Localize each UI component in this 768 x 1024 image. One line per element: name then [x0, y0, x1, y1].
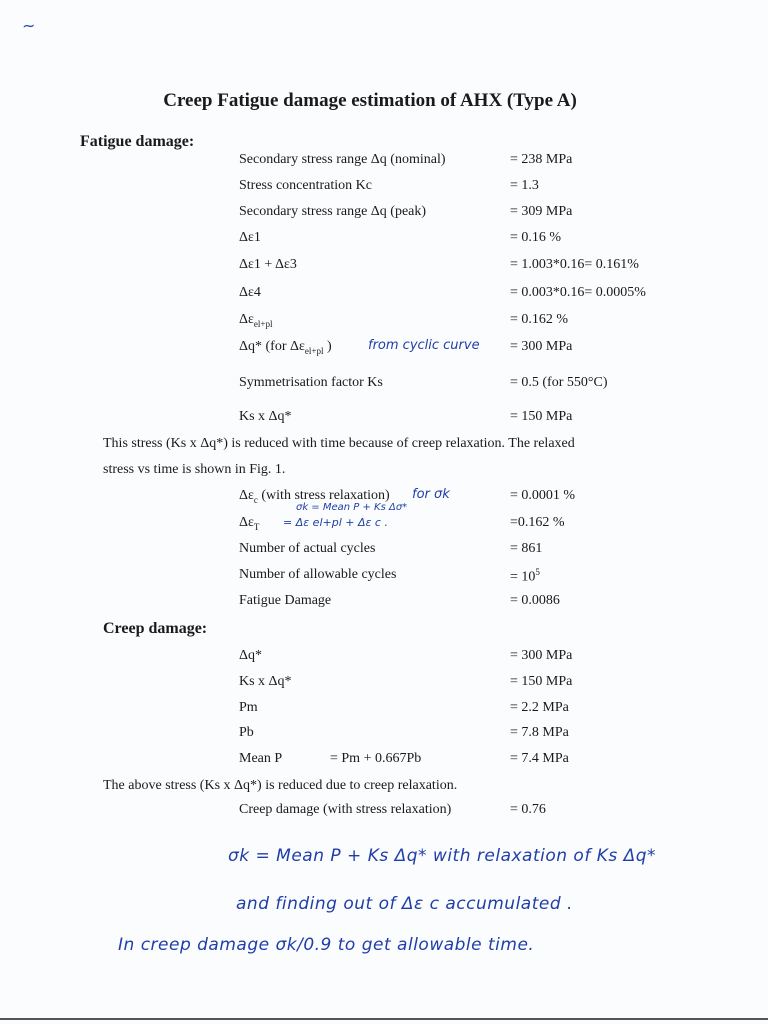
row-value-allowable-cycles-main: = 10 — [510, 569, 536, 585]
creep-row-value-dq-star: = 300 MPa — [510, 648, 573, 663]
row-value-de1: = 0.16 % — [510, 230, 562, 245]
row-label-de1: Δε1 — [239, 230, 261, 245]
row-value-kc: = 1.3 — [510, 178, 539, 193]
row-label-det-main: Δε — [239, 515, 254, 530]
row-label-dq-star-sub: el+pl — [304, 345, 324, 356]
row-label-de-elpl-sub: el+pl — [253, 318, 273, 329]
row-value-allowable-cycles-sup: 5 — [535, 567, 540, 577]
creep-paragraph: The above stress (Ks x Δq*) is reduced due to creep relaxation. — [103, 778, 458, 793]
handwritten-note-for-sigma: for σk — [412, 487, 450, 502]
row-label-dec-end: (with stress relaxation) — [257, 488, 390, 503]
row-label-de4: Δε4 — [239, 285, 261, 300]
row-value-dq-star: = 300 MPa — [510, 339, 573, 354]
row-label-fatigue-damage: Fatigue Damage — [239, 593, 332, 608]
creep-row-value-pm: = 2.2 MPa — [510, 700, 569, 715]
row-label-dq-star — [239, 339, 332, 356]
row-label-stress-peak: Secondary stress range Δq (peak) — [239, 204, 427, 219]
row-value-ks: = 0.5 (for 550°C) — [510, 375, 608, 390]
row-label-det — [239, 515, 259, 532]
handwritten-note-cyclic-curve: from cyclic curve — [368, 338, 480, 353]
row-value-stress-peak: = 309 MPa — [510, 204, 573, 219]
corner-handwritten-mark: ~ — [21, 15, 37, 36]
row-value-fatigue-damage: = 0.0086 — [510, 593, 560, 608]
row-label-dec-main: Δε — [239, 488, 254, 503]
creep-row-value-pb: = 7.8 MPa — [510, 725, 569, 740]
creep-row-label-mean-p: Mean P — [239, 751, 283, 766]
page-title: Creep Fatigue damage estimation of AHX (Type A) — [163, 90, 577, 111]
handwritten-line-1: σk = Mean P + Ks Δq* with relaxation of Ks Δq* — [228, 846, 657, 866]
row-value-allowable-cycles — [510, 567, 540, 586]
fatigue-heading: Fatigue damage: — [80, 133, 195, 150]
handwritten-line-3: In creep damage σk/0.9 to get allowable time. — [118, 935, 535, 955]
row-value-de4: = 0.003*0.16= 0.0005% — [510, 285, 646, 300]
creep-damage-label: Creep damage (with stress relaxation) — [239, 802, 452, 817]
creep-row-label-dq-star: Δq* — [239, 648, 263, 663]
row-label-kc: Stress concentration Kc — [239, 178, 372, 193]
creep-row-value-ks-dq: = 150 MPa — [510, 674, 573, 689]
row-label-allowable-cycles: Number of allowable cycles — [239, 567, 397, 582]
handwritten-sigma-equation: σk = Mean P + Ks Δσ* — [296, 502, 408, 513]
row-value-det: =0.162 % — [510, 515, 565, 530]
row-value-dec: = 0.0001 % — [510, 488, 576, 503]
row-value-de1-de3: = 1.003*0.16= 0.161% — [510, 257, 639, 272]
creep-damage-value: = 0.76 — [510, 802, 546, 817]
creep-row-label-ks-dq: Ks x Δq* — [239, 674, 292, 689]
creep-heading: Creep damage: — [103, 620, 208, 637]
row-label-stress-nominal: Secondary stress range Δq (nominal) — [239, 152, 446, 167]
row-label-de-elpl-main: Δε — [239, 312, 254, 327]
creep-row-value-mean-p: = 7.4 MPa — [510, 751, 569, 766]
row-label-ks-dq: Ks x Δq* — [239, 409, 292, 424]
creep-row-label-pb: Pb — [239, 725, 254, 740]
row-value-stress-nominal: = 238 MPa — [510, 152, 573, 167]
row-label-de1-de3: Δε1 + Δε3 — [239, 257, 297, 272]
handwritten-epsilon-equation: = Δε el+pl + Δε c . — [283, 516, 388, 529]
scan-bottom-edge — [0, 1018, 768, 1020]
row-value-actual-cycles: = 861 — [510, 541, 543, 556]
paragraph-relaxation-line1: This stress (Ks x Δq*) is reduced with time because of creep relaxation. The relaxed — [103, 436, 575, 451]
row-label-dq-star-main: Δq* (for Δε — [239, 339, 305, 354]
row-label-det-sub: T — [253, 521, 260, 532]
row-label-actual-cycles: Number of actual cycles — [239, 541, 376, 556]
creep-row-mean-p-formula: = Pm + 0.667Pb — [330, 751, 422, 766]
handwritten-line-2: and finding out of Δε c accumulated . — [236, 894, 573, 914]
row-label-ks: Symmetrisation factor Ks — [239, 375, 383, 390]
row-value-de-elpl: = 0.162 % — [510, 312, 569, 327]
creep-row-label-pm: Pm — [239, 700, 258, 715]
row-label-de-elpl — [239, 312, 272, 329]
row-label-dq-star-end: ) — [323, 339, 332, 354]
paragraph-relaxation-line2: stress vs time is shown in Fig. 1. — [103, 462, 286, 477]
row-label-dec-sub: c — [253, 494, 258, 505]
row-value-ks-dq: = 150 MPa — [510, 409, 573, 424]
